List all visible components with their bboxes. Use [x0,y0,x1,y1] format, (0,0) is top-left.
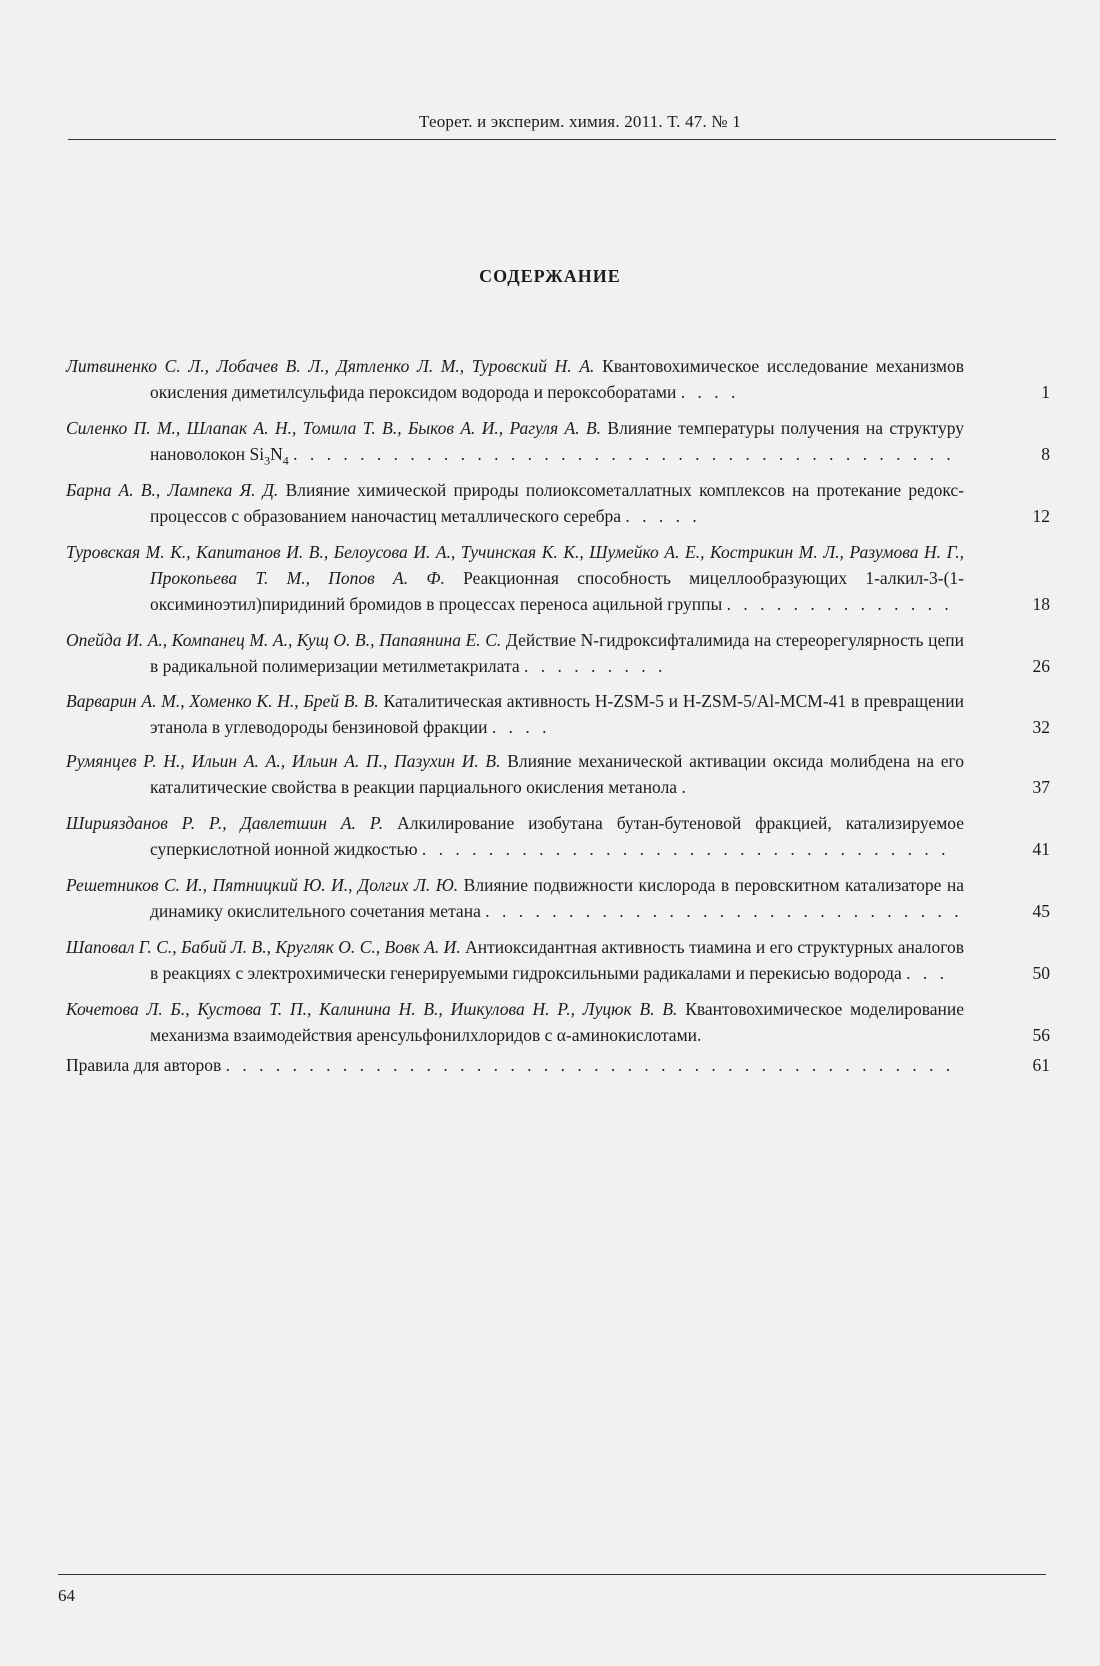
toc-leader-dots: . . . . . . . . . . . . . . [726,594,953,614]
toc-page-number: 1 [1041,382,1050,402]
toc-leader-dots: . . . . . . . . . . . . . . . . . . . . . . . . . . . . . . . . [421,839,950,859]
toc-entry [66,539,1060,617]
toc-entry [66,934,1060,986]
toc-title: Реакционная способность мицеллообразующих 1-алкил-3-(1-оксиминоэтил)пиридиний бромидов в процессах переноса ацильной группы [150,568,964,614]
toc-page-number: 8 [1041,444,1050,464]
toc-title: Влияние механической активации оксида молибдена на его каталитические свойства в реакции парциального окисления метанола [150,751,964,797]
toc-leader-dots: . . . . . [625,506,701,526]
toc-entry-text [66,748,964,800]
toc-authors: Варварин А. М., Хоменко К. Н., Брей В. В. [66,691,379,711]
toc-entry-text [66,996,964,1048]
toc-title: Каталитическая активность H-ZSM-5 и H-ZSM-5/Al-MCM-41 в превращении этанола в углеводороды бензиновой фракции [150,691,965,737]
toc-leader-dots: . . . [906,963,949,983]
toc-page-number: 18 [1032,594,1050,614]
toc-authors: Силенко П. М., Шлапак А. Н., Томила Т. В., Быков А. И., Рагуля А. В. [66,418,602,438]
toc-title: Квантовохимическое моделирование механизма взаимодействия аренсульфонилхлоридов с α-аминокислотами. [150,999,964,1045]
toc-authors: Барна А. В., Лампека Я. Д. [66,480,279,500]
toc-title: Квантовохимическое исследование механизмов окисления диметилсульфида пероксидом водорода и пероксоборатами [150,356,965,402]
toc-page-number: 12 [1032,506,1050,526]
toc-entry-text [66,1052,964,1078]
toc-entry [66,872,1060,924]
toc-title: Влияние температуры получения на структуру нановолокон Si [150,418,965,464]
toc-leader-dots: . . . . . . . . . . . . . . . . . . . . . . . . . . . . . . . . . . . . . . . . . . . . [225,1055,955,1075]
toc-entry-text [66,353,964,405]
toc-authors: Румянцев Р. Н., Ильин А. А., Ильин А. П., Пазухин И. В. [66,751,501,771]
toc-title-subscript: 4 [282,453,289,468]
toc-entry [66,415,1060,467]
toc-authors: Опейда И. А., Компанец М. А., Кущ О. В., Папаянина Е. С. [66,630,502,650]
toc-title: Действие N-гидроксифталимида на стереорегулярность цепи в радикальной полимеризации метилметакрилата [150,630,965,676]
toc-page-number: 37 [1032,777,1050,797]
contents-title: СОДЕРЖАНИЕ [479,266,621,286]
toc-entry [66,1052,1060,1078]
toc-entry [66,688,1060,740]
toc-page-number: 50 [1032,963,1050,983]
toc-leader-dots: . . . . . . . . . . . . . . . . . . . . . . . . . . . . . [485,901,963,921]
toc-leader-dots: . . . . [491,717,551,737]
table-of-contents [66,353,1060,1078]
toc-title: Влияние химической природы полиоксометаллатных комплексов на протекание редокс-процессов с образованием наночастиц металлического серебра [150,480,965,526]
page-number: 64 [58,1586,75,1605]
footer-rule [58,1574,1046,1575]
toc-entry [66,477,1060,529]
toc-page-number: 26 [1032,656,1050,676]
toc-entry-text [66,688,964,740]
toc-title-continued: N [270,444,283,464]
toc-entry [66,353,1060,405]
toc-entry [66,996,1060,1048]
toc-page-number: 61 [1032,1055,1050,1075]
toc-title: Правила для авторов [66,1055,222,1075]
toc-page-number: 32 [1032,717,1050,737]
toc-entry [66,748,1060,800]
toc-title: Алкилирование изобутана бутан-бутеновой фракцией, катализируемое суперкислотной ионной жидкостью [150,813,965,859]
toc-entry-text [66,810,964,862]
toc-authors: Кочетова Л. Б., Кустова Т. П., Калинина Н. В., Ишкулова Н. Р., Луцюк В. В. [66,999,678,1019]
toc-entry-text [66,934,964,986]
running-head: Теорет. и эксперим. химия. 2011. Т. 47. № 1 [419,112,741,131]
toc-entry [66,627,1060,679]
toc-page-number: 41 [1032,839,1050,859]
toc-authors: Решетников С. И., Пятницкий Ю. И., Долгих Л. Ю. [66,875,459,895]
toc-authors: Литвиненко С. Л., Лобачев В. Л., Дятленко Л. М., Туровский Н. А. [66,356,595,376]
toc-authors: Ширияздaнов Р. Р., Давлетшин А. Р. [66,813,384,833]
toc-leader-dots: . . . . . . . . . [523,656,667,676]
toc-title-subscript: 3 [264,453,271,468]
toc-entry-text [66,872,964,924]
toc-title: Влияние подвижности кислорода в перовскитном катализаторе на динамику окислительного сочетания метана [150,875,965,921]
toc-entry-text [66,415,964,467]
toc-leader-dots: . . . . [680,382,740,402]
header-rule [68,139,1056,140]
toc-leader-dots: . . . . . . . . . . . . . . . . . . . . . . . . . . . . . . . . . . . . . . . . [293,444,955,464]
toc-entry-text [66,627,964,679]
toc-authors: Туровская М. К., Капитанов И. В., Белоусова И. А., Тучинская К. К., Шумейко А. Е., Кострикин М. Л., Разумова Н. Г., Прокопьева Т. М., Попов А. Ф. [66,542,964,588]
toc-title: Антиоксидантная активность тиамина и его структурных аналогов в реакциях с электрохимически генерируемыми гидроксильными радикалами и перекисью водорода [150,937,965,983]
toc-entry-text [66,477,964,529]
toc-page-number: 56 [1032,1025,1050,1045]
toc-authors: Шаповал Г. С., Бабий Л. В., Кругляк О. С., Вовк А. И. [66,937,461,957]
toc-entry-text [66,539,964,617]
toc-entry [66,810,1060,862]
toc-page-number: 45 [1032,901,1050,921]
toc-leader-dots: . [681,777,690,797]
